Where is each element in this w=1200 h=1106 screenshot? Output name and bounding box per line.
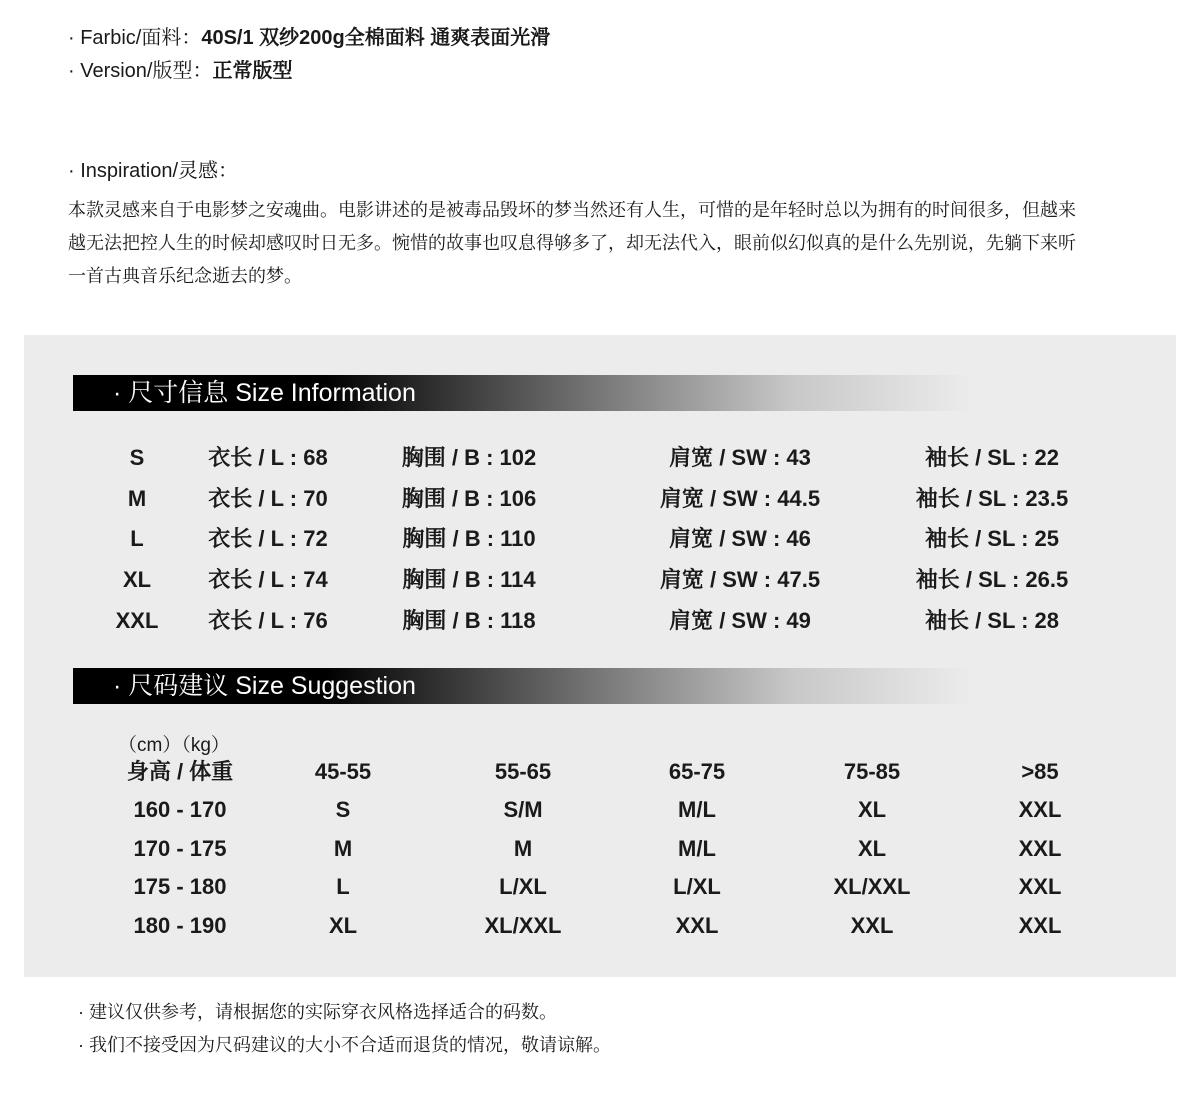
size-info-sleeve-cell: 袖长 / SL : 23.5: [915, 486, 1069, 511]
suggested-size-cell: XL: [328, 913, 358, 938]
size-info-bust-cell: 胸围 / B : 118: [402, 608, 536, 633]
size-info-sleeve-cell: 袖长 / SL : 25: [924, 526, 1060, 551]
weight-range-header: 55-65: [494, 759, 552, 784]
suggested-size-cell: XL/XXL: [833, 874, 911, 899]
suggested-size-cell: L: [336, 874, 350, 899]
note-line: · 我们不接受因为尺码建议的大小不合适而退货的情况，敬请谅解。: [78, 1035, 611, 1055]
weight-range-header: 45-55: [314, 759, 372, 784]
size-info-shoulder-cell: 肩宽 / SW : 43: [669, 445, 811, 470]
inspiration-heading: · Inspiration/灵感：: [68, 160, 239, 182]
fabric-value: 40S/1 双纱200g全棉面料 通爽表面光滑: [201, 27, 551, 49]
suggested-size-cell: XL/XXL: [484, 913, 562, 938]
fabric-label: · Farbic/面料：: [68, 27, 202, 49]
size-info-shoulder-cell: 肩宽 / SW : 49: [669, 608, 811, 633]
inspiration-text: [68, 194, 1138, 293]
units-label: （cm）（kg）: [118, 735, 230, 756]
size-info-size-cell: S: [129, 445, 145, 470]
suggested-size-cell: XL: [857, 836, 887, 861]
size-info-bust-cell: 胸围 / B : 102: [401, 445, 537, 470]
suggested-size-cell: S: [335, 797, 351, 822]
version-value: 正常版型: [212, 60, 293, 82]
size-info-size-cell: M: [127, 486, 147, 511]
suggested-size-cell: M: [333, 836, 353, 861]
size-info-size-cell: XL: [122, 567, 152, 592]
suggested-size-cell: XXL: [1018, 874, 1062, 899]
suggested-size-cell: M: [513, 836, 533, 861]
size-info-bust-cell: 胸围 / B : 110: [402, 526, 536, 551]
size-suggestion-title-bar: · 尺码建议 Size Suggestion: [73, 668, 973, 704]
fabric-spec: [68, 24, 550, 52]
size-info-size-cell: XXL: [115, 608, 159, 633]
suggested-size-cell: L/XL: [499, 874, 547, 899]
suggested-size-cell: XXL: [675, 913, 719, 938]
size-info-sleeve-cell: 袖长 / SL : 26.5: [915, 567, 1069, 592]
version-label: · Version/版型：: [68, 60, 213, 82]
height-range-cell: 170 - 175: [133, 836, 227, 861]
inspiration-line: 越无法把控人生的时候却感叹时日无多。惋惜的故事也叹息得够多了，却无法代入，眼前似幻似真的是什么先别说，先躺下来听: [68, 233, 1076, 253]
suggested-size-cell: XXL: [1018, 836, 1062, 861]
size-info-shoulder-cell: 肩宽 / SW : 46: [669, 526, 811, 551]
size-info-length-cell: 衣长 / L : 76: [208, 608, 328, 633]
size-info-length-cell: 衣长 / L : 70: [208, 486, 328, 511]
size-info-sleeve-cell: 袖长 / SL : 22: [924, 445, 1060, 470]
height-weight-header: 身高 / 体重: [126, 759, 234, 784]
height-range-cell: 180 - 190: [133, 913, 227, 938]
height-range-cell: 160 - 170: [133, 797, 227, 822]
version-spec: [68, 57, 292, 85]
size-info-size-cell: L: [130, 526, 144, 551]
weight-range-header: 75-85: [843, 759, 901, 784]
suggested-size-cell: L/XL: [673, 874, 721, 899]
size-info-bust-cell: 胸围 / B : 106: [401, 486, 537, 511]
suggested-size-cell: XXL: [1018, 913, 1062, 938]
suggested-size-cell: M/L: [678, 836, 716, 861]
size-info-shoulder-cell: 肩宽 / SW : 44.5: [659, 486, 821, 511]
suggested-size-cell: XXL: [850, 913, 894, 938]
height-range-cell: 175 - 180: [133, 874, 227, 899]
suggested-size-cell: XL: [857, 797, 887, 822]
note-line: · 建议仅供参考，请根据您的实际穿衣风格选择适合的码数。: [78, 1002, 557, 1022]
weight-range-header: >85: [1021, 759, 1059, 784]
size-info-length-cell: 衣长 / L : 74: [208, 567, 328, 592]
suggested-size-cell: M/L: [678, 797, 716, 822]
size-info-bust-cell: 胸围 / B : 114: [402, 567, 536, 592]
inspiration-line: 本款灵感来自于电影梦之安魂曲。电影讲述的是被毒品毁坏的梦当然还有人生，可惜的是年轻时总以为拥有的时间很多，但越来: [68, 200, 1076, 220]
size-info-title-bar: · 尺寸信息 Size Information: [73, 375, 973, 411]
size-info-sleeve-cell: 袖长 / SL : 28: [924, 608, 1060, 633]
weight-range-header: 65-75: [668, 759, 726, 784]
size-info-shoulder-cell: 肩宽 / SW : 47.5: [659, 567, 821, 592]
suggested-size-cell: XXL: [1018, 797, 1062, 822]
suggested-size-cell: S/M: [503, 797, 543, 822]
inspiration-line: 一首古典音乐纪念逝去的梦。: [68, 266, 302, 286]
size-info-length-cell: 衣长 / L : 68: [208, 445, 328, 470]
size-info-length-cell: 衣长 / L : 72: [208, 526, 328, 551]
